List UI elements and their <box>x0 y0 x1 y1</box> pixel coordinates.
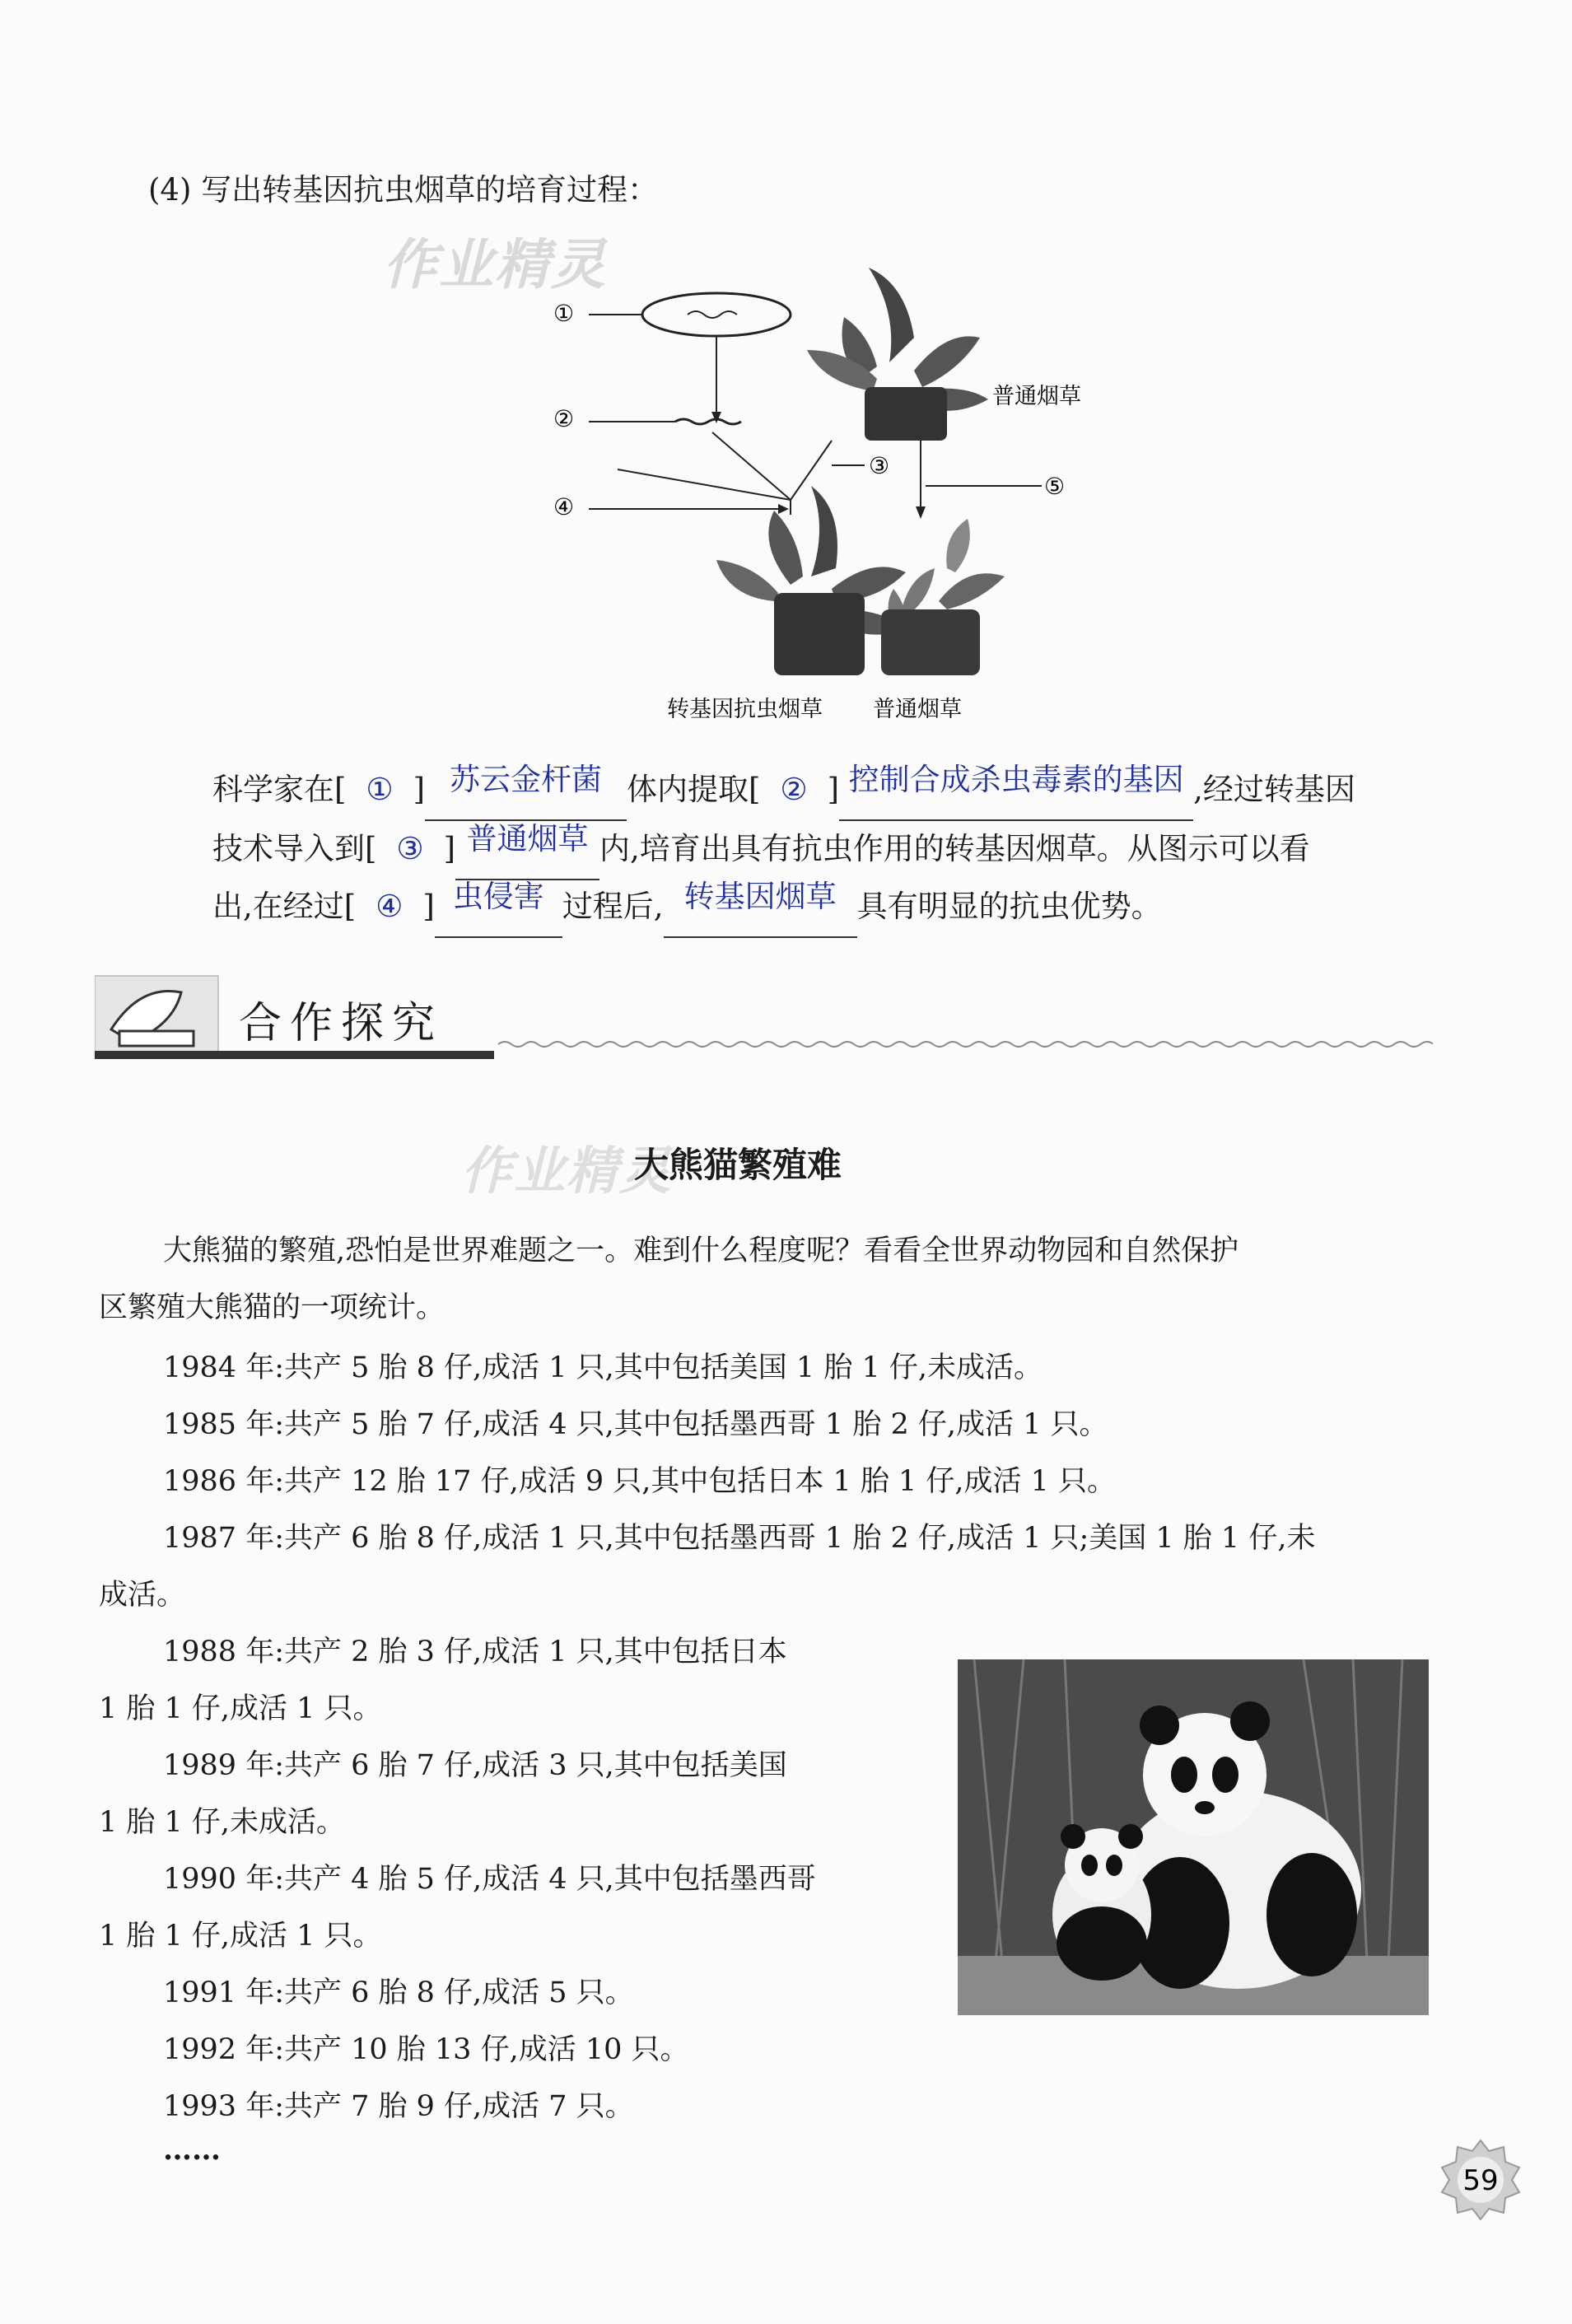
fill-line-1: 科学家在[ ① ] 苏云金杆菌 体内提取[ ② ] 控制合成杀虫毒素的基因 ,经过转基因 <box>212 760 1448 821</box>
page-number: 59 <box>1462 2164 1499 2197</box>
blank-marker-3: ③ <box>396 831 424 866</box>
answer-3: 普通烟草 <box>455 819 599 880</box>
year-1985: 1985 年:共产 5 胎 7 仔,成活 4 只,其中包括墨西哥 1 胎 2 仔,成活 1 只。 <box>163 1408 1108 1441</box>
fill-line-3: 出,在经过[ ④ ] 虫侵害 过程后, 转基因烟草 具有明显的抗虫优势。 <box>212 877 1448 938</box>
year-1988-line1: 1988 年:共产 2 胎 3 仔,成活 1 只,其中包括日本 <box>163 1636 787 1668</box>
answer-4: 虫侵害 <box>435 877 562 938</box>
bacterium-shape <box>642 293 791 336</box>
year-1988-line2: 1 胎 1 仔,成活 1 只。 <box>99 1692 382 1725</box>
year-1993: 1993 年:共产 7 胎 9 仔,成活 7 只。 <box>163 2090 634 2123</box>
answer-1: 苏云金杆菌 <box>425 760 627 821</box>
marker-2: ② <box>553 405 575 432</box>
transgenic-tobacco-plant <box>716 486 906 675</box>
question-label: (4) 写出转基因抗虫烟草的培育过程： <box>148 172 659 208</box>
ordinary-tobacco-plant-damaged <box>881 519 1005 675</box>
year-1992: 1992 年:共产 10 胎 13 仔,成活 10 只。 <box>163 2033 689 2066</box>
page-number-badge <box>1439 2139 1522 2221</box>
year-1990-line2: 1 胎 1 仔,成活 1 只。 <box>99 1920 382 1953</box>
marker-4: ④ <box>553 493 575 520</box>
watermark-2: 作业精灵 <box>461 1141 673 1201</box>
section-title: 合作探究 <box>239 999 444 1048</box>
ordinary-tobacco-plant-top <box>807 268 988 441</box>
year-1984: 1984 年:共产 5 胎 8 仔,成活 1 只,其中包括美国 1 胎 1 仔,未成活。 <box>163 1351 1043 1384</box>
marker-5: ⑤ <box>1044 473 1066 500</box>
blank-marker-4: ④ <box>376 889 403 924</box>
year-1989-line1: 1989 年:共产 6 胎 7 仔,成活 3 只,其中包括美国 <box>163 1749 787 1782</box>
answer-5: 转基因烟草 <box>664 877 857 938</box>
intro-line-2: 区繁殖大熊猫的一项统计。 <box>99 1291 445 1324</box>
year-1991: 1991 年:共产 6 胎 8 仔,成活 5 只。 <box>163 1976 634 2009</box>
year-1987-line1: 1987 年:共产 6 胎 8 仔,成活 1 只,其中包括墨西哥 1 胎 2 仔,成活 1 只;美国 1 胎 1 仔,未 <box>163 1522 1316 1555</box>
plant-bottom-right-label: 普通烟草 <box>873 697 962 722</box>
fill-line-2: 技术导入到[ ③ ] 普通烟草 内,培育出具有抗虫作用的转基因烟草。从图示可以看 <box>212 819 1448 880</box>
year-1989-line2: 1 胎 1 仔,未成活。 <box>99 1806 346 1839</box>
panda-photo <box>958 1659 1429 2015</box>
blank-marker-1: ① <box>366 772 394 807</box>
intro-line-1: 大熊猫的繁殖,恐怕是世界难题之一。难到什么程度呢？看看全世界动物园和自然保护 <box>163 1234 1239 1267</box>
answer-2: 控制合成杀虫毒素的基因 <box>839 760 1193 821</box>
transgenic-diagram <box>527 247 1120 741</box>
blank-marker-2: ② <box>780 772 808 807</box>
year-1987-line2: 成活。 <box>99 1579 186 1612</box>
marker-1: ① <box>553 300 575 327</box>
plant-bottom-left-label: 转基因抗虫烟草 <box>667 697 823 722</box>
marker-3: ③ <box>869 452 890 479</box>
ellipsis: …… <box>163 2133 221 2167</box>
year-1990-line1: 1990 年:共产 4 胎 5 仔,成活 4 只,其中包括墨西哥 <box>163 1863 816 1896</box>
year-1986: 1986 年:共产 12 胎 17 仔,成活 9 只,其中包括日本 1 胎 1 仔,成活 1 只。 <box>163 1465 1117 1498</box>
article-title: 大熊猫繁殖难 <box>634 1145 842 1185</box>
plant-top-label: 普通烟草 <box>992 384 1081 409</box>
watermark: 作业精灵 <box>383 233 607 296</box>
